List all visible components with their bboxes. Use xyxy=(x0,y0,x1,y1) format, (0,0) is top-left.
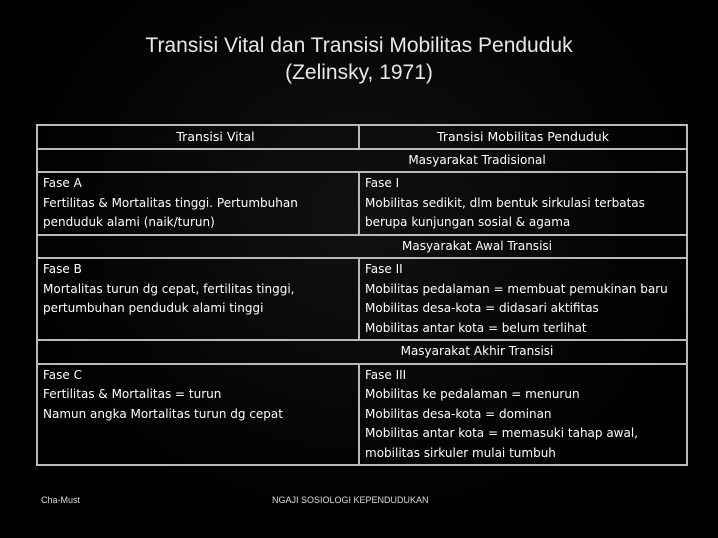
section-band-label: Masyarakat Akhir Transisi xyxy=(400,344,554,358)
cell-line: Namun angka Mortalitas turun dg cepat xyxy=(43,406,283,421)
cell-line: Fertilitas & Mortalitas = turun xyxy=(43,387,222,401)
cell-line: Mobilitas antar kota = belum terlihat xyxy=(365,320,587,335)
phase-cell-right xyxy=(359,258,687,340)
section-band-label: Masyarakat Tradisional xyxy=(408,152,546,167)
table-header-row xyxy=(37,125,687,149)
section-band-row xyxy=(37,149,687,173)
cell-line: Fase II xyxy=(365,262,403,276)
phase-cell-left xyxy=(37,364,359,466)
section-band-row xyxy=(37,235,687,259)
cell-line: Mobilitas antar kota = memasuki tahap awal, xyxy=(365,426,638,440)
table-row xyxy=(37,258,687,340)
cell-line: Fase A xyxy=(43,176,82,190)
cell-line: mobilitas sirkuler mulai tumbuh xyxy=(365,445,556,460)
title-line-1: Transisi Vital dan Transisi Mobilitas Penduduk xyxy=(145,34,573,57)
cell-line: Fase I xyxy=(365,176,400,190)
cell-line: Mobilitas sedikit, dlm bentuk sirkulasi terbatas xyxy=(365,195,645,210)
cell-line: Mobilitas desa-kota = didasari aktifitas xyxy=(365,301,599,315)
section-band xyxy=(37,235,687,259)
table-row xyxy=(37,364,687,466)
phase-cell-left xyxy=(37,172,359,235)
phase-cell-right xyxy=(359,172,687,235)
cell-line: penduduk alami (naik/turun) xyxy=(43,215,215,229)
section-band-label: Masyarakat Awal Transisi xyxy=(402,238,552,253)
phase-cell-right xyxy=(359,364,687,466)
header-vital: Transisi Vital xyxy=(37,125,359,149)
footer-author: Cha-Must xyxy=(41,495,81,505)
footer-title: NGAJI SOSIOLOGI KEPENDUDUKAN xyxy=(272,495,429,505)
section-band xyxy=(37,149,687,173)
cell-line: Fertilitas & Mortalitas tinggi. Pertumbuhan xyxy=(43,195,298,210)
cell-line: berupa kunjungan sosial & agama xyxy=(365,215,571,229)
title-line-2: (Zelinsky, 1971) xyxy=(285,61,433,84)
cell-line: Fase III xyxy=(365,367,407,382)
section-band-row xyxy=(37,340,687,364)
header-mobility: Transisi Mobilitas Penduduk xyxy=(359,125,687,149)
cell-line: pertumbuhan penduduk alami tinggi xyxy=(43,301,264,315)
slide-title xyxy=(0,32,718,86)
cell-line: Fase C xyxy=(43,367,82,382)
cell-line: Mortalitas turun dg cepat, fertilitas tinggi, xyxy=(43,281,295,296)
cell-line: Mobilitas pedalaman = membuat pemukinan baru xyxy=(365,281,668,296)
cell-line: Fase B xyxy=(43,262,82,276)
table-row xyxy=(37,172,687,235)
cell-line: Mobilitas ke pedalaman = menurun xyxy=(365,387,580,401)
cell-line: Mobilitas desa-kota = dominan xyxy=(365,406,552,421)
section-band xyxy=(37,340,687,364)
transition-table xyxy=(36,124,688,466)
phase-cell-left xyxy=(37,258,359,340)
